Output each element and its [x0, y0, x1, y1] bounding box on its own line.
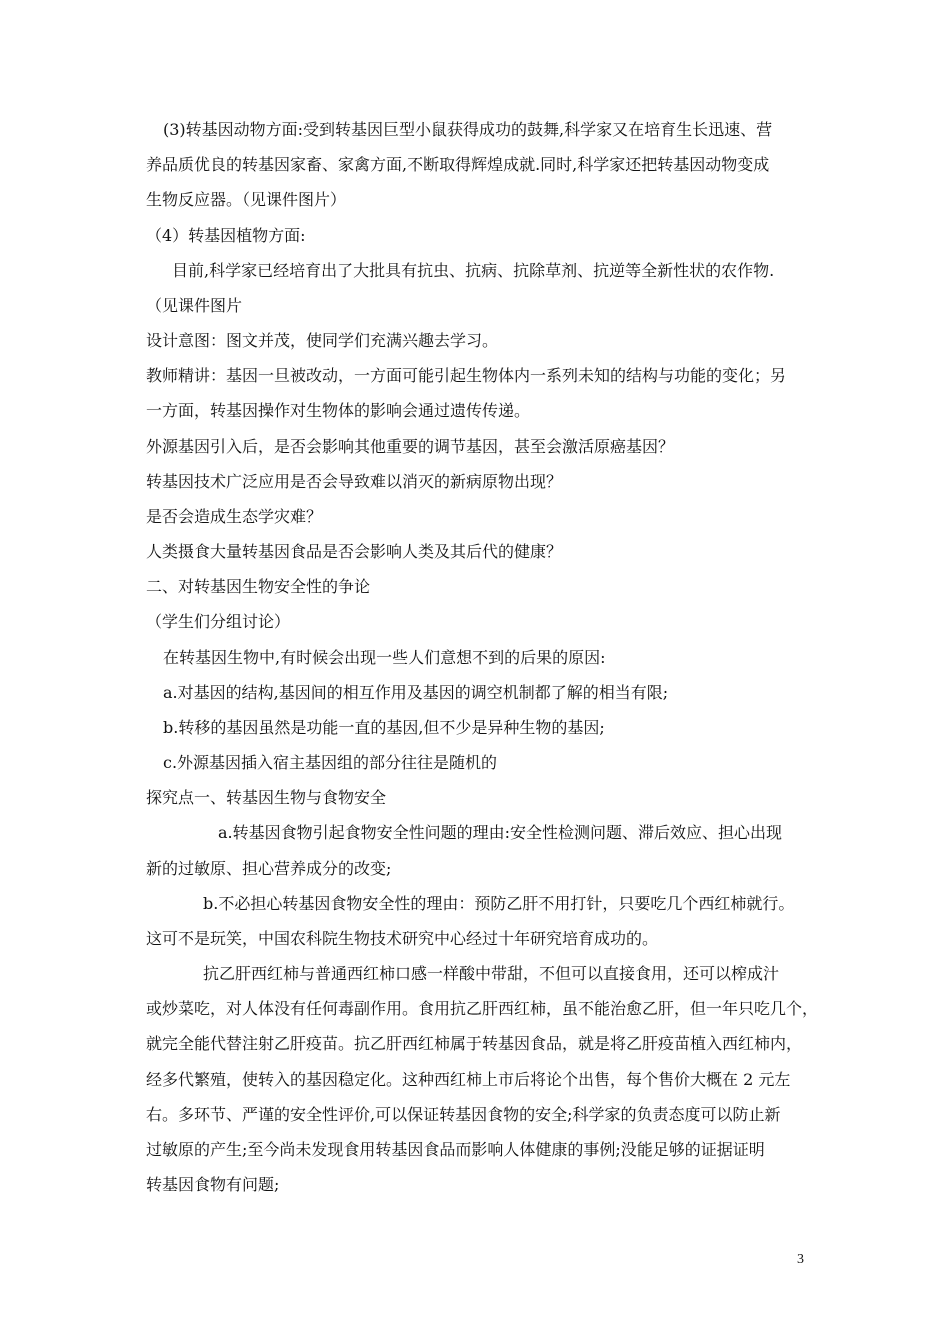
- text-line: 一方面，转基因操作对生物体的影响会通过遗传传递。: [146, 401, 531, 420]
- text-line: 外源基因引入后，是否会影响其他重要的调节基因，甚至会激活原癌基因？: [146, 437, 675, 456]
- section-heading: 二、对转基因生物安全性的争论: [146, 577, 371, 596]
- text-line: 在转基因生物中,有时候会出现一些人们意想不到的后果的原因:: [163, 648, 606, 667]
- list-item: b.不必担心转基因食物安全性的理由：预防乙肝不用打针，只要吃几个西红柿就行。: [203, 894, 795, 913]
- text-line: 是否会造成生态学灾难？: [146, 507, 323, 526]
- list-item: a.对基因的结构,基因间的相互作用及基因的调空机制都了解的相当有限;: [163, 683, 669, 702]
- section-heading: 探究点一、转基因生物与食物安全: [146, 788, 387, 807]
- text-line: （见课件图片: [146, 296, 243, 315]
- text-line: 设计意图：图文并茂，使同学们充满兴趣去学习。: [146, 331, 499, 350]
- text-line: 教师精讲：基因一旦被改动，一方面可能引起生物体内一系列未知的结构与功能的变化；另: [146, 366, 787, 385]
- text-line: 生物反应器。（见课件图片）: [146, 190, 347, 209]
- text-line: (3)转基因动物方面:受到转基因巨型小鼠获得成功的鼓舞,科学家又在培育生长迅速、营: [163, 120, 773, 139]
- text-line: 这可不是玩笑，中国农科院生物技术研究中心经过十年研究培育成功的。: [146, 929, 659, 948]
- text-line: 就完全能代替注射乙肝疫苗。抗乙肝西红柿属于转基因食品，就是将乙肝疫苗植入西红柿内，: [146, 1034, 803, 1053]
- text-line: 经多代繁殖，使转入的基因稳定化。这种西红柿上市后将论个出售，每个售价大概在 2 元左: [146, 1070, 791, 1089]
- text-line: 转基因食物有问题;: [146, 1175, 280, 1194]
- text-line: 目前,科学家已经培育出了大批具有抗虫、抗病、抗除草剂、抗逆等全新性状的农作物.: [172, 261, 775, 280]
- text-line: 右。多环节、严谨的安全性评价,可以保证转基因食物的安全;科学家的负责态度可以防止新: [146, 1105, 781, 1124]
- text-line: 养品质优良的转基因家畜、家禽方面,不断取得辉煌成就.同时,科学家还把转基因动物变成: [146, 155, 770, 174]
- page-number: 3: [797, 1252, 804, 1267]
- text-line: 新的过敏原、担心营养成分的改变;: [146, 859, 392, 878]
- text-line: 或炒菜吃，对人体没有任何毒副作用。食用抗乙肝西红柿，虽不能治愈乙肝，但一年只吃几个，: [146, 999, 819, 1018]
- list-item: b.转移的基因虽然是功能一直的基因,但不少是异种生物的基因;: [163, 718, 605, 737]
- text-line: 人类摄食大量转基因食品是否会影响人类及其后代的健康？: [146, 542, 563, 561]
- text-line: 转基因技术广泛应用是否会导致难以消灭的新病原物出现？: [146, 472, 563, 491]
- text-line: （学生们分组讨论）: [146, 612, 291, 631]
- text-line: 抗乙肝西红柿与普通西红柿口感一样酸中带甜，不但可以直接食用，还可以榨成汁: [203, 964, 780, 983]
- list-item: c.外源基因插入宿主基因组的部分往往是随机的: [163, 753, 498, 772]
- text-line: （4）转基因植物方面:: [146, 226, 306, 245]
- text-line: 过敏原的产生;至今尚未发现食用转基因食品而影响人体健康的事例;没能足够的证据证明: [146, 1140, 765, 1159]
- list-item: a.转基因食物引起食物安全性问题的理由:安全性检测问题、滞后效应、担心出现: [218, 823, 783, 842]
